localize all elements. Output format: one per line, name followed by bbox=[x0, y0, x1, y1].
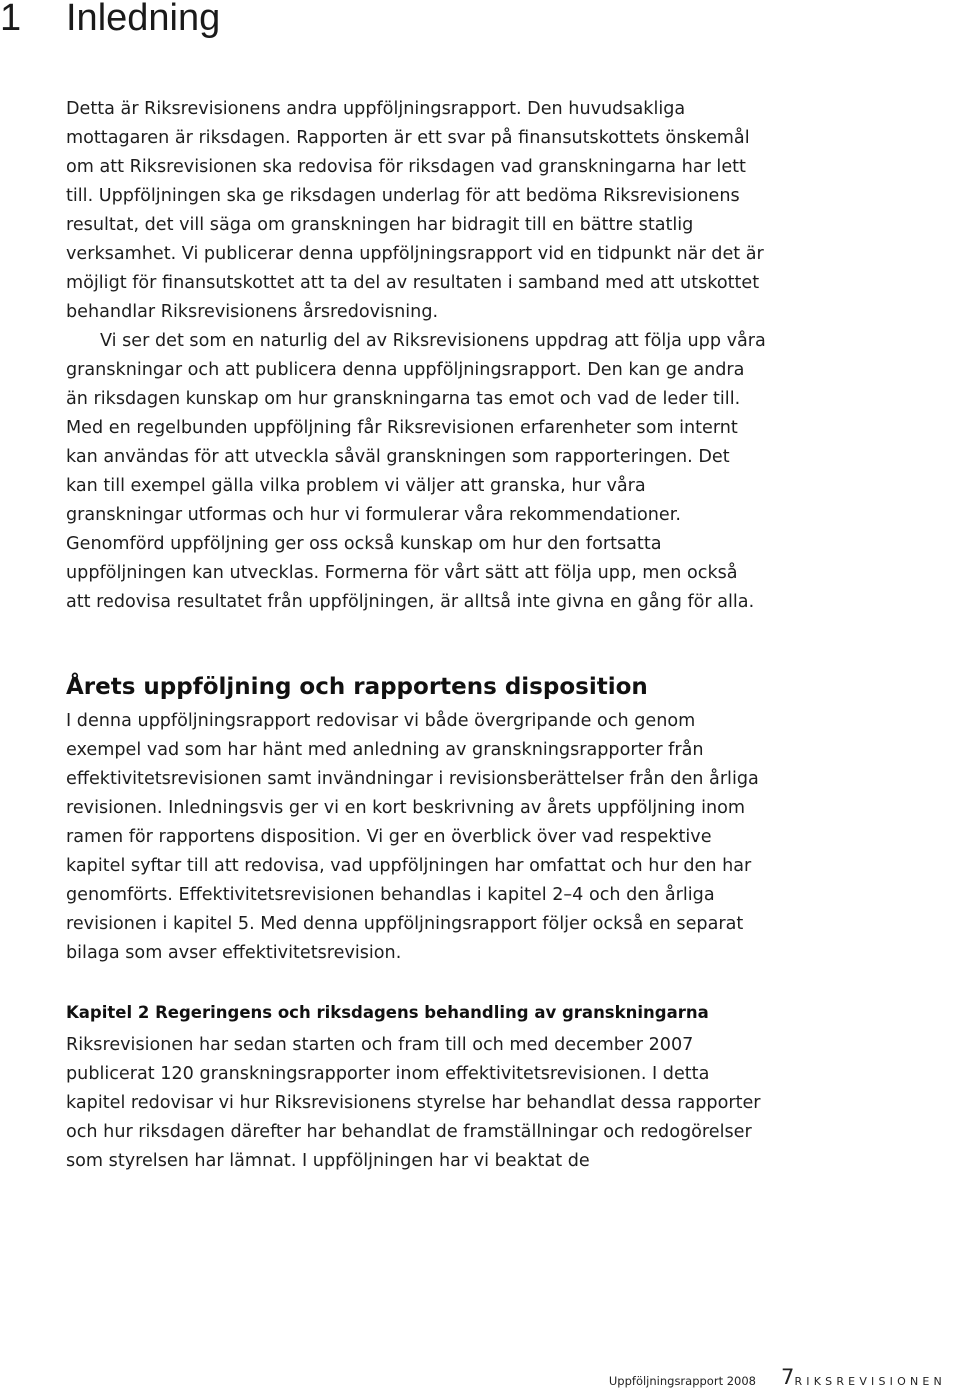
section-paragraph: I denna uppföljningsrapport redovisar vi både övergripande och genom exempel vad som har hänt med anledning av granskningsrapporter från effektivitetsrevisionen samt invändningar i revisionsberättelser från den årliga revisionen. Inledningsvis ger vi en kort beskrivning av årets uppföljning inom ramen för rapportens disposition. Vi ger en överblick över vad respektive kapitel syftar till att redovisa, vad uppföljningen har omfattat och hur den har genomförts. Effektivitetsrevisionen behandlas i kapitel 2–4 och den årliga revisionen i kapitel 5. Med denna uppföljningsrapport följer också en separat bilaga som avser effektivitetsrevision. bbox=[66, 711, 759, 963]
subsection-text bbox=[66, 1031, 766, 1176]
chapter-number: 1 bbox=[0, 0, 22, 39]
intro-paragraph-2: Vi ser det som en naturlig del av Riksrevisionens uppdrag att följa upp våra granskningar och att publicera denna uppföljningsrapport. Den kan ge andra än riksdagen kunskap om hur granskningarna tas emot och vad de leder till. Med en regelbunden uppföljning får Riksrevisionen erfarenheter som internt kan användas för att utveckla såväl granskningen som rapporteringen. Det kan till exempel gälla vilka problem vi väljer att granska, hur våra granskningar utformas och hur vi formulerar våra rekommendationer. Genomförd uppföljning ger oss också kunskap om hur den fortsatta uppföljningen kan utvecklas. Formerna för vårt sätt att följa upp, men också att redovisa resultatet från uppföljningen, är alltså inte givna en gång för alla. bbox=[66, 331, 766, 612]
footer-report-name: Uppföljningsrapport 2008 bbox=[608, 1374, 756, 1388]
section-text bbox=[66, 707, 766, 968]
page-footer bbox=[0, 1365, 960, 1391]
subsection-heading: Kapitel 2 Regeringens och riksdagens behandling av granskningarna bbox=[66, 1003, 709, 1022]
intro-text bbox=[66, 95, 766, 617]
footer-page-number: 7 bbox=[781, 1365, 795, 1389]
footer-brand-logo: RIKSREVISIONEN bbox=[794, 1375, 946, 1388]
subsection-paragraph: Riksrevisionen har sedan starten och fram till och med december 2007 publicerat 120 granskningsrapporter inom effektivitetsrevisionen. I detta kapitel redovisar vi hur Riksrevisionens styrelse har behandlat dessa rapporter och hur riksdagen därefter har behandlat de framställningar och redogörelser som styrelsen har lämnat. I uppföljningen har vi beaktat de bbox=[66, 1035, 761, 1171]
intro-paragraph-1: Detta är Riksrevisionens andra uppföljningsrapport. Den huvudsakliga mottagaren är riksdagen. Rapporten är ett svar på finansutskottets önskemål om att Riksrevisionen ska redovisa för riksdagen vad granskningarna har lett till. Uppföljningen ska ge riksdagen underlag för att bedöma Riksrevisionens resultat, det vill säga om granskningen har bidragit till en bättre statlig verksamhet. Vi publicerar denna uppföljningsrapport vid en tidpunkt när det är möjligt för finansutskottet att ta del av resultaten i samband med att utskottet behandlar Riksrevisionens årsredovisning. bbox=[66, 99, 764, 322]
section-heading: Årets uppföljning och rapportens disposition bbox=[66, 674, 648, 700]
chapter-title: Inledning bbox=[66, 0, 221, 39]
